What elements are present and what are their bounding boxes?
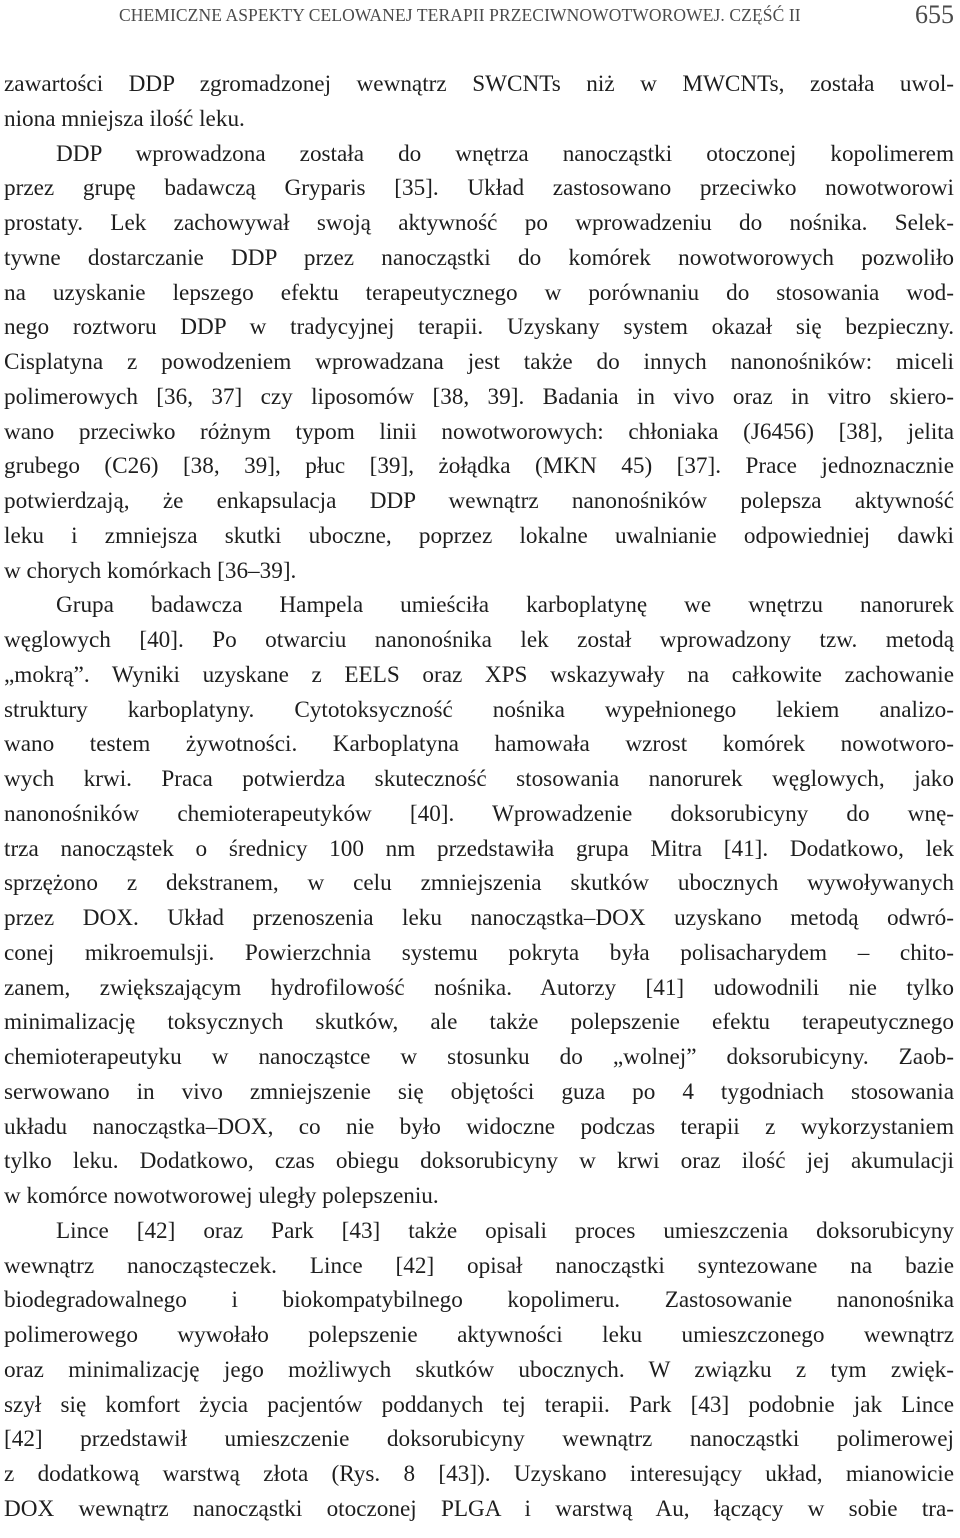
text-line: nego roztworu DDP w tradycyjnej terapii. Uzyskany system okazał się bezpieczny.	[4, 314, 954, 341]
text-line: w komórce nowotworowej uległy polepszeniu.	[4, 1183, 439, 1209]
text-line: oraz minimalizację jego możliwych skutków ubocznych. W związku z tym zwięk-	[4, 1356, 954, 1383]
text-line: conej mikroemulsji. Powierzchnia systemu pokryta była polisacharydem – chito-	[4, 939, 954, 966]
text-line: zanem, zwiększającym hydrofilowość nośnika. Autorzy [41] udowodnili nie tylko	[4, 974, 954, 1001]
text-line: zawartości DDP zgromadzonej wewnątrz SWCNTs niż w MWCNTs, została uwol-	[4, 71, 954, 97]
text-line: z dodatkową warstwą złota (Rys. 8 [43]). Uzyskano interesujący układ, mianowicie	[4, 1461, 954, 1487]
page-number: 655	[915, 0, 954, 29]
text-line: tylko leku. Dodatkowo, czas obiegu doksorubicyny w krwi oraz ilość jej akumulacji	[4, 1148, 954, 1175]
text-line: polimerowego wywołało polepszenie aktywności leku umieszczonego wewnątrz	[4, 1322, 954, 1348]
text-line: DDP wprowadzona została do wnętrza nanocząstki otoczonej kopolimerem	[56, 140, 954, 167]
text-line: wano testem żywotności. Karboplatyna hamowała wzrost komórek nowotworo-	[4, 731, 954, 758]
text-line: Lince [42] oraz Park [43] także opisali proces umieszczenia doksorubicyny	[56, 1217, 954, 1244]
text-line: polimerowych [36, 37] czy liposomów [38, 39]. Badania in vivo oraz in vitro skiero-	[4, 383, 954, 410]
running-head	[0, 0, 960, 34]
text-line: minimalizację toksycznych skutków, ale także polepszenie efektu terapeutycznego	[4, 1009, 954, 1036]
text-line: chemioterapeutyku w nanocząstce w stosunku do „wolnej” doksorubicyny. Zaob-	[4, 1044, 954, 1070]
text-line: w chorych komórkach [36–39].	[4, 557, 297, 584]
text-line: nanonośników chemioterapeutyków [40]. Wprowadzenie doksorubicyny do wnę-	[4, 800, 954, 827]
text-line: niona mniejsza ilość leku.	[4, 105, 245, 132]
text-line: sprzężono z dekstranem, w celu zmniejszenia skutków ubocznych wywoływanych	[4, 870, 954, 897]
text-line: Cisplatyna z powodzeniem wprowadzana jest także do innych nanonośników: miceli	[4, 349, 954, 375]
text-line: [42] przedstawił umieszczenie doksorubicyny wewnątrz nanocząstki polimerowej	[4, 1426, 954, 1453]
text-line: leku i zmniejsza skutki uboczne, poprzez lokalne uwalnianie odpowiedniej dawki	[4, 522, 954, 549]
text-line: Grupa badawcza Hampela umieściła karboplatynę we wnętrzu nanorurek	[56, 592, 954, 619]
text-line: przez DOX. Układ przenoszenia leku nanocząstka–DOX uzyskano metodą odwró-	[4, 905, 954, 931]
text-line: „mokrą”. Wyniki uzyskane z EELS oraz XPS wskazywały na całkowite zachowanie	[4, 661, 954, 688]
text-line: prostaty. Lek zachowywał swoją aktywność po wprowadzeniu do nośnika. Selek-	[4, 210, 954, 236]
text-line: wano przeciwko różnym typom linii nowotworowych: chłoniaka (J6456) [38], jelita	[4, 418, 954, 445]
text-line: szył się komfort życia pacjentów poddanych tej terapii. Park [43] podobnie jak Lince	[4, 1391, 954, 1418]
text-line: węglowych [40]. Po otwarciu nanonośnika lek został wprowadzony tzw. metodą	[4, 627, 954, 653]
text-line: wewnątrz nanocząsteczek. Lince [42] opisał nanocząstki syntezowane na bazie	[4, 1252, 954, 1279]
text-line: grubego (C26) [38, 39], płuc [39], żołądka (MKN 45) [37]. Prace jednoznacznie	[4, 453, 954, 480]
text-line: układu nanocząstka–DOX, co nie było widoczne podczas terapii z wykorzystaniem	[4, 1113, 954, 1140]
text-line: potwierdzają, że enkapsulacja DDP wewnątrz nanonośników polepsza aktywność	[4, 488, 954, 514]
text-line: na uzyskanie lepszego efektu terapeutycznego w porównaniu do stosowania wod-	[4, 279, 954, 306]
text-line: DOX wewnątrz nanocząstki otoczonej PLGA i warstwą Au, łączący w sobie tra-	[4, 1495, 954, 1522]
body-text	[4, 67, 954, 1527]
text-line: trza nanocząstek o średnicy 100 nm przedstawiła grupa Mitra [41]. Dodatkowo, lek	[4, 835, 954, 862]
text-line: przez grupę badawczą Gryparis [35]. Układ zastosowano przeciwko nowotworowi	[4, 175, 954, 202]
text-line: tywne dostarczanie DDP przez nanocząstki do komórek nowotworowych pozwoliło	[4, 244, 954, 271]
running-title: CHEMICZNE ASPEKTY CELOWANEJ TERAPII PRZECIWNOWOTWOROWEJ. CZĘŚĆ II	[119, 5, 801, 25]
text-line: wych krwi. Praca potwierdza skuteczność stosowania nanorurek węglowych, jako	[4, 766, 954, 792]
text-line: biodegradowalnego i biokompatybilnego kopolimeru. Zastosowanie nanonośnika	[4, 1287, 954, 1314]
text-line: struktury karboplatyny. Cytotoksyczność nośnika wypełnionego lekiem analizo-	[4, 696, 954, 723]
text-line: serwowano in vivo zmniejszenie się objętości guza po 4 tygodniach stosowania	[4, 1078, 954, 1105]
